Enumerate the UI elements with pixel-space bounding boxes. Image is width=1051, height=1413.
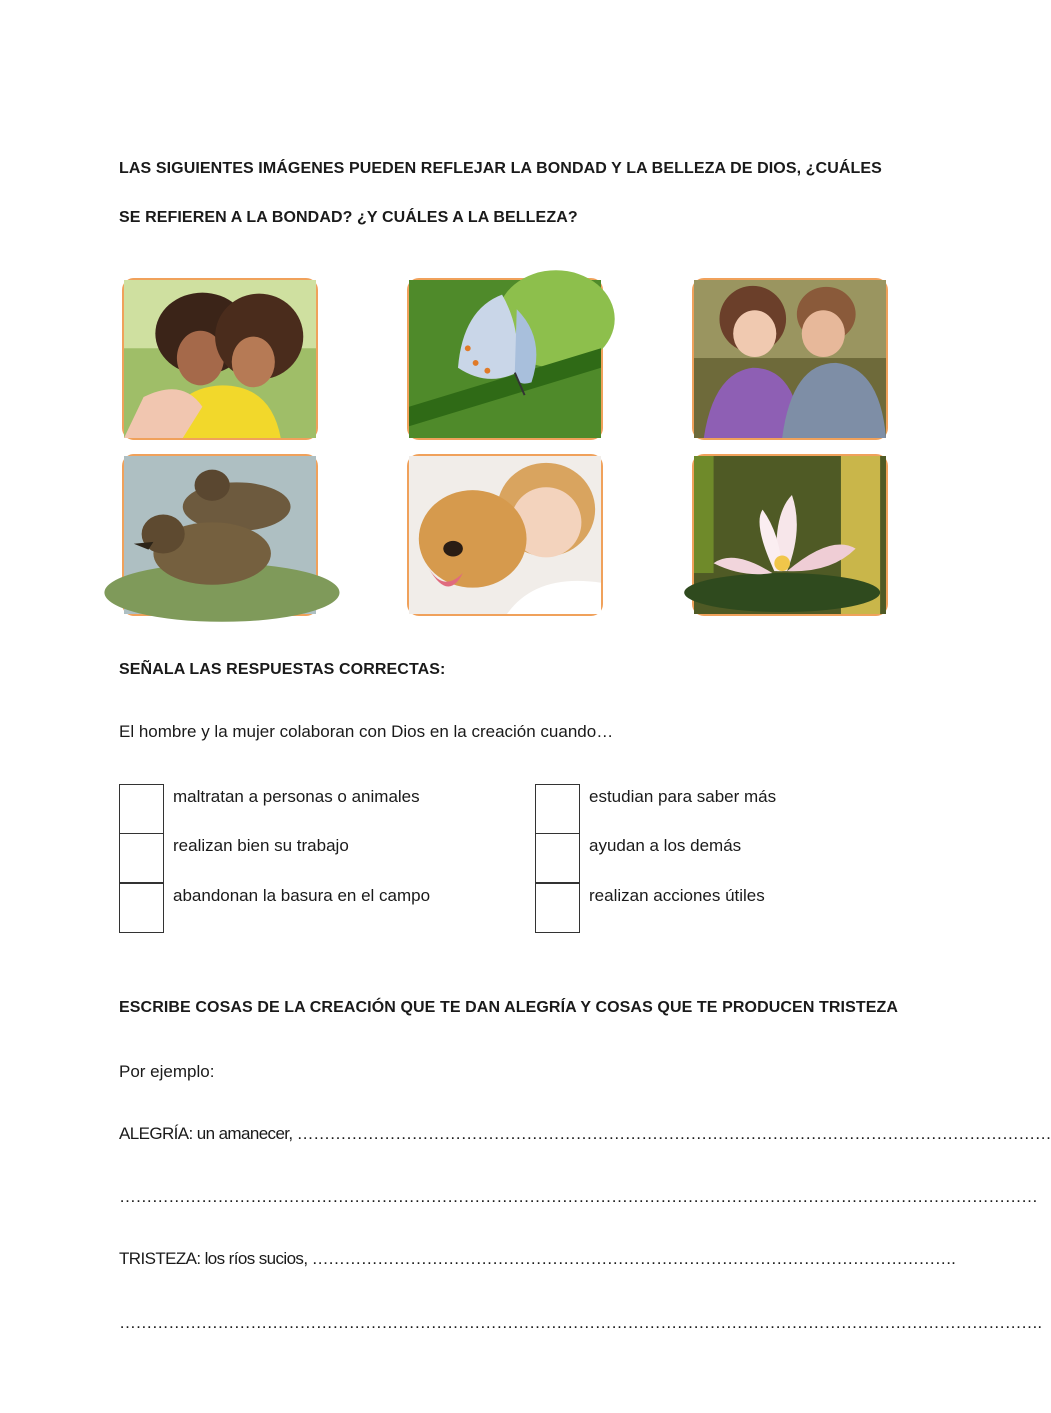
checkbox-acciones-utiles[interactable] bbox=[535, 883, 580, 933]
checkbox-abandonan-basura[interactable] bbox=[119, 883, 164, 933]
option-label: maltratan a personas o animales bbox=[173, 787, 420, 806]
checkbox-ayudan[interactable] bbox=[535, 833, 580, 883]
checkbox-realizan-trabajo[interactable] bbox=[119, 833, 164, 883]
alegria-answer-line[interactable]: ALEGRÍA: un amanecer, ………………………………………………………………………………………………………………………… bbox=[119, 1124, 1051, 1143]
mother-hugging-child-photo bbox=[122, 278, 318, 440]
example-label: Por ejemplo: bbox=[119, 1062, 215, 1081]
tristeza-blank-line[interactable]: ……………………………………………………………………………………………………………………………………………………. bbox=[119, 1313, 1042, 1332]
checkbox-estudian[interactable] bbox=[535, 784, 580, 834]
heading-write-things: ESCRIBE COSAS DE LA CREACIÓN QUE TE DAN ALEGRÍA Y COSAS QUE TE PRODUCEN TRISTEZA bbox=[119, 999, 899, 1016]
woman-comforting-girl-photo bbox=[692, 278, 888, 440]
heading-question-continued: SE REFIEREN A LA BONDAD? ¿Y CUÁLES A LA BELLEZA? bbox=[119, 209, 578, 226]
checkbox-maltratan[interactable] bbox=[119, 784, 164, 834]
option-label: ayudan a los demás bbox=[589, 836, 742, 855]
heading-select-answers: SEÑALA LAS RESPUESTAS CORRECTAS: bbox=[119, 661, 446, 678]
girl-hugging-dog-photo bbox=[407, 454, 603, 616]
option-label: realizan bien su trabajo bbox=[173, 836, 349, 855]
water-lily-photo bbox=[692, 454, 888, 616]
ducklings-swimming-photo bbox=[122, 454, 318, 616]
heading-question: LAS SIGUIENTES IMÁGENES PUEDEN REFLEJAR LA BONDAD Y LA BELLEZA DE DIOS, ¿CUÁLES bbox=[119, 160, 882, 177]
option-label: realizan acciones útiles bbox=[589, 886, 765, 905]
alegria-blank-line[interactable]: …………………………………………………………………………………………………………………………………………………… bbox=[119, 1187, 1038, 1206]
tristeza-answer-line[interactable]: TRISTEZA: los ríos sucios, ………………………………………………………………………………………………………. bbox=[119, 1249, 956, 1268]
butterfly-on-grass-photo bbox=[407, 278, 603, 440]
option-label: estudian para saber más bbox=[589, 787, 777, 806]
option-label: abandonan la basura en el campo bbox=[173, 886, 431, 905]
question-prompt: El hombre y la mujer colaboran con Dios en la creación cuando… bbox=[119, 722, 614, 741]
